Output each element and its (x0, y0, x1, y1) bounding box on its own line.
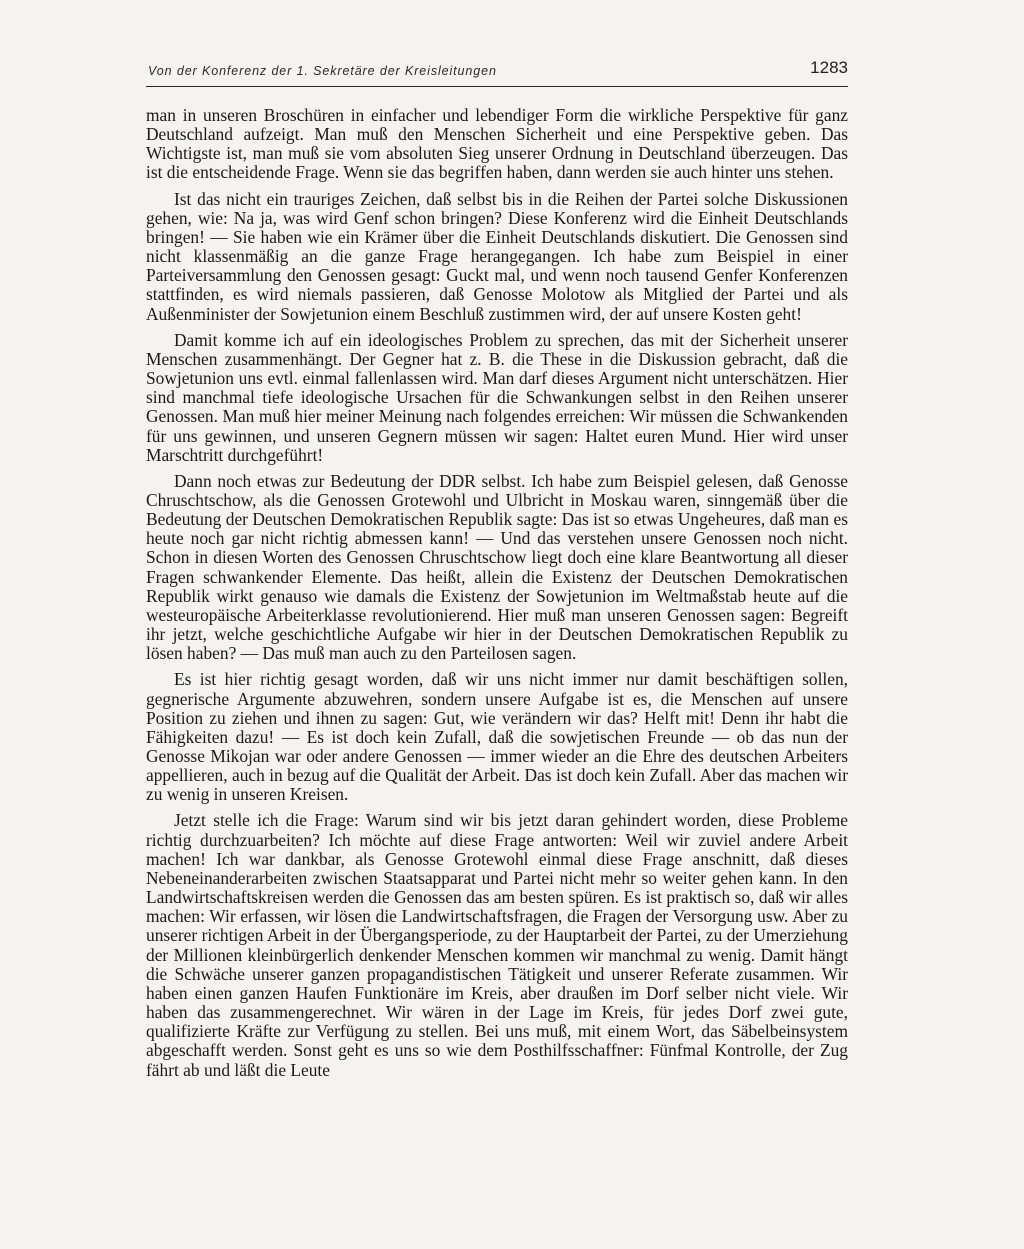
paragraph: Jetzt stelle ich die Frage: Warum sind wir bis jetzt daran gehindert worden, diese Probleme richtig durchzuarbeiten? Ich möchte auf diese Frage antworten: Weil wir zuviel andere Arbeit machen! Ich war dankbar, als Genosse Grotewohl einmal diese Frage anschnitt, daß dieses Nebeneinanderarbeiten zwischen Staatsapparat und Partei nicht mehr so weiter gehen kann. In den Landwirtschaftskreisen werden die Genossen das am besten spüren. Es ist praktisch so, daß wir alles machen: Wir erfassen, wir lösen die Landwirtschaftsfragen, die Fragen der Versorgung usw. Aber zu unserer richtigen Arbeit in der Übergangsperiode, zu der Hauptarbeit der Partei, zu der Umerziehung der Millionen kleinbürgerlich denkender Menschen kommen wir manchmal zu wenig. Damit hängt die Schwäche unserer ganzen propagandistischen Tätigkeit und unserer Referate zusammen. Wir haben einen ganzen Haufen Funktionäre im Kreis, aber draußen im Dorf selber nicht viele. Wir haben das zusammengerechnet. Wir wären in der Lage im Kreis, für jedes Dorf zwei gute, qualifizierte Kräfte zur Verfügung zu stellen. Bei uns muß, mit einem Wort, das Säbelbeinsystem abgeschafft werden. Sonst geht es uns so wie dem Posthilfsschaffner: Fünfmal Kontrolle, der Zug fährt ab und läßt die Leute (146, 810, 848, 1080)
paragraph: Dann noch etwas zur Bedeutung der DDR selbst. Ich habe zum Beispiel gelesen, daß Genosse Chruschtschow, als die Genossen Grotewohl und Ulbricht in Moskau waren, sinngemäß über die Bedeutung der Deutschen Demokratischen Republik sagte: Das ist so etwas Ungeheures, daß man es heute noch gar nicht richtig abmessen kann! — Und das verstehen unsere Genossen noch nicht. Schon in diesen Worten des Genossen Chruschtschow liegt doch eine klare Beantwortung all dieser Fragen schwankender Elemente. Das heißt, allein die Existenz der Deutschen Demokratischen Republik wirkt genauso wie damals die Existenz der Sowjetunion im Weltmaßstab heute auf die westeuropäische Arbeiterklasse revolutionierend. Hier muß man unseren Genossen sagen: Begreift ihr jetzt, welche geschichtliche Aufgabe wir hier in der Deutschen Demokratischen Republik zu lösen haben? — Das muß man auch zu den Parteilosen sagen. (146, 470, 848, 664)
paragraph: Damit komme ich auf ein ideologisches Problem zu sprechen, das mit der Sicherheit unserer Menschen zusammenhängt. Der Gegner hat z. B. die These in die Diskussion gebracht, daß die Sowjetunion uns evtl. einmal fallenlassen wird. Man darf dieses Argument nicht unterschätzen. Hier sind manchmal tiefe ideologische Ursachen für die Schwankungen selbst in den Reihen unserer Genossen. Man muß hier meiner Meinung nach folgendes erreichen: Wir müssen die Schwankenden für uns gewinnen, und unseren Gegnern müssen wir sagen: Haltet euren Mund. Hier wird unser Marschtritt durchgeführt! (146, 329, 848, 465)
page-number: 1283 (810, 58, 848, 77)
paragraph: Es ist hier richtig gesagt worden, daß wir uns nicht immer nur damit beschäftigen sollen, gegnerische Argumente abzuwehren, sondern unsere Aufgabe ist es, die Menschen auf unsere Position zu ziehen und ihnen zu sagen: Gut, wie verändern wir das? Helft mit! Denn ihr habt die Fähigkeiten dazu! — Es ist doch kein Zufall, daß die sowjetischen Freunde — ob das nun der Genosse Mikojan war oder andere Genossen — immer wieder an die Ehre des deutschen Arbeiters appellieren, auch in bezug auf die Qualität der Arbeit. Das ist doch kein Zufall. Aber das machen wir zu wenig in unseren Kreisen. (146, 669, 848, 805)
body-text (146, 106, 848, 1087)
paragraph: man in unseren Broschüren in einfacher und lebendiger Form die wirkliche Perspektive für ganz Deutschland aufzeigt. Man muß den Menschen Sicherheit und eine Perspektive geben. Das Wichtigste ist, man muß sie vom absoluten Sieg unserer Ordnung in Deutschland überzeugen. Das ist die entscheidende Frage. Wenn sie das begriffen haben, dann werden sie auch hinter uns stehen. (146, 105, 848, 183)
paragraph: Ist das nicht ein trauriges Zeichen, daß selbst bis in die Reihen der Partei solche Diskussionen gehen, wie: Na ja, was wird Genf schon bringen? Diese Konferenz wird die Einheit Deutschlands bringen! — Sie haben wie ein Krämer über die Einheit Deutschlands diskutiert. Die Genossen sind nicht klassenmäßig an die ganze Frage herangegangen. Ich habe zum Beispiel in einer Parteiversammlung den Genossen gesagt: Guckt mal, und wenn noch tausend Genfer Konferenzen stattfinden, es wird niemals passieren, daß Genosse Molotow als Mitglied der Partei und als Außenminister der Sowjetunion einem Beschluß zustimmen wird, der auf unsere Kosten geht! (146, 188, 848, 324)
page-header (146, 60, 848, 87)
running-title: Von der Konferenz der 1. Sekretäre der Kreisleitungen (148, 64, 497, 78)
